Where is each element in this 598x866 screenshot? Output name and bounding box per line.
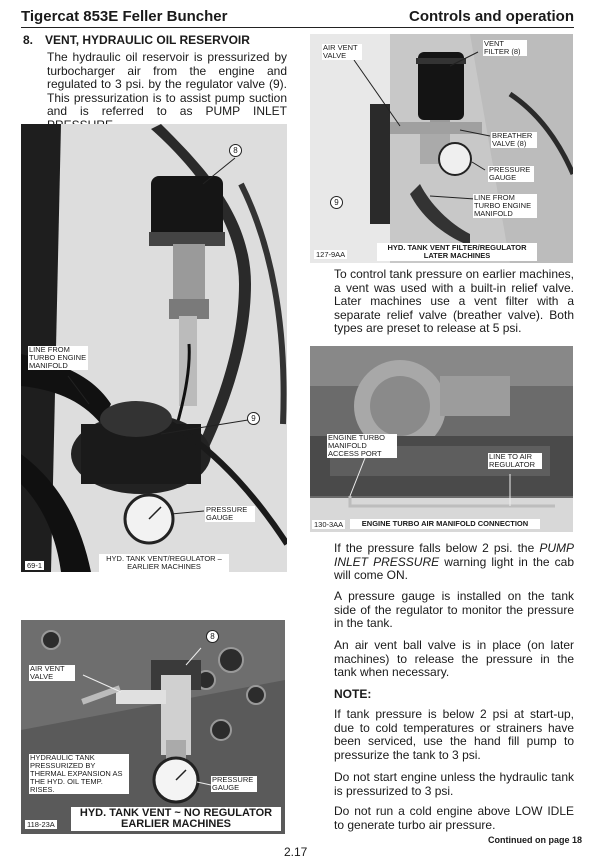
- air-vent-valve-label: AIR VENT VALVE: [29, 665, 75, 681]
- photo-vent-filter-regulator: [310, 34, 573, 263]
- pressure-gauge-label: PRESSURE GAUGE: [488, 166, 534, 182]
- page-number: 2.17: [284, 845, 308, 859]
- page-header: [21, 8, 574, 28]
- pressure-gauge-label: PRESSURE GAUGE: [205, 506, 255, 522]
- paragraph-pressure-falls: If the pressure falls below 2 psi. the PUMP INLET PRESSURE warning light in the cab will come ON.: [334, 541, 575, 582]
- note-do-not-start: Do not start engine unless the hydraulic tank is pressurized to 3 psi.: [334, 770, 574, 798]
- paragraph-air-vent: An air vent ball valve is in place (on later machines) to release the pressure in the tank when necessary.: [334, 638, 574, 679]
- note-low-idle: Do not run a cold engine above LOW IDLE to generate turbo air pressure.: [334, 804, 574, 832]
- line-to-regulator-label: LINE TO AIR REGULATOR: [488, 453, 542, 469]
- photo-caption: HYD. TANK VENT FILTER/REGULATOR LATER MACHINES: [377, 243, 537, 261]
- continued-link: Continued on page 18: [488, 835, 583, 845]
- paragraph-earlier-machines: To control tank pressure on earlier machines, a vent was used with a built-in relief valve. Later machines use a vent filter with a separate relief valve (breather valve). Both types are preset to release at 5 psi.: [334, 267, 574, 335]
- section-heading: [23, 33, 250, 47]
- breather-valve-label: BREATHER VALVE (8): [491, 132, 537, 148]
- photo-code: 127-9AA: [316, 250, 346, 259]
- turbo-access-port-label: ENGINE TURBO MANIFOLD ACCESS PORT: [327, 434, 397, 458]
- line-from-turbo-label: LINE FROM TURBO ENGINE MANIFOLD: [473, 194, 537, 218]
- line-from-turbo-label: LINE FROM TURBO ENGINE MANIFOLD: [29, 345, 87, 370]
- paragraph-pressure-gauge: A pressure gauge is installed on the tank side of the regulator to monitor the pressure in the tank.: [334, 589, 574, 630]
- pump-inlet-pressure-term: PUMP INLET PRESSURE: [334, 541, 574, 569]
- intro-paragraph: The hydraulic oil reservoir is pressurized by turbocharger air from the engine and regulated to 3 psi. by the regulator valve (9). This pressurization is to assist pump suction and is referred to as PUMP INLET: [47, 50, 287, 118]
- photo-caption: ENGINE TURBO AIR MANIFOLD CONNECTION: [350, 519, 540, 529]
- photo-caption: HYD. TANK VENT/REGULATOR – EARLIER MACHINES: [99, 554, 229, 572]
- photo-turbo-manifold: [310, 346, 573, 532]
- photo-caption: HYD. TANK VENT ~ NO REGULATOR EARLIER MACHINES: [71, 807, 281, 831]
- note-heading: NOTE:: [334, 687, 372, 701]
- photo-code: 130-3AA: [314, 520, 344, 529]
- photo-code: 118-23A: [27, 820, 55, 829]
- header-title: Tigercat 853E Feller Buncher: [21, 8, 228, 25]
- air-vent-valve-label: AIR VENT VALVE: [322, 44, 362, 60]
- pressure-gauge-label: PRESSURE GAUGE: [211, 776, 257, 792]
- note-cold-start: If tank pressure is below 2 psi at start-up, due to cold temperatures or strainers have been serviced, use the hand fill pump to pressurize the tank to 3 psi.: [334, 707, 574, 762]
- callout-9: 9: [247, 412, 260, 425]
- header-section: Controls and operation: [409, 8, 574, 25]
- photo-vent-no-regulator: [21, 620, 285, 834]
- photo-vent-regulator: [21, 124, 287, 572]
- vent-filter-label: VENT FILTER (8): [483, 40, 527, 56]
- photo-code: 69-1: [27, 561, 43, 570]
- section-title: VENT, HYDRAULIC OIL RESERVOIR: [45, 33, 250, 47]
- thermal-expansion-label: HYDRAULIC TANK PRESSURIZED BY THERMAL EXPANSION AS THE HYD. OIL TEMP. RISES.: [29, 754, 129, 794]
- callout-9: 9: [330, 196, 343, 209]
- callout-8: 8: [206, 630, 219, 643]
- callout-8: 8: [229, 144, 242, 157]
- section-number: 8.: [23, 33, 34, 47]
